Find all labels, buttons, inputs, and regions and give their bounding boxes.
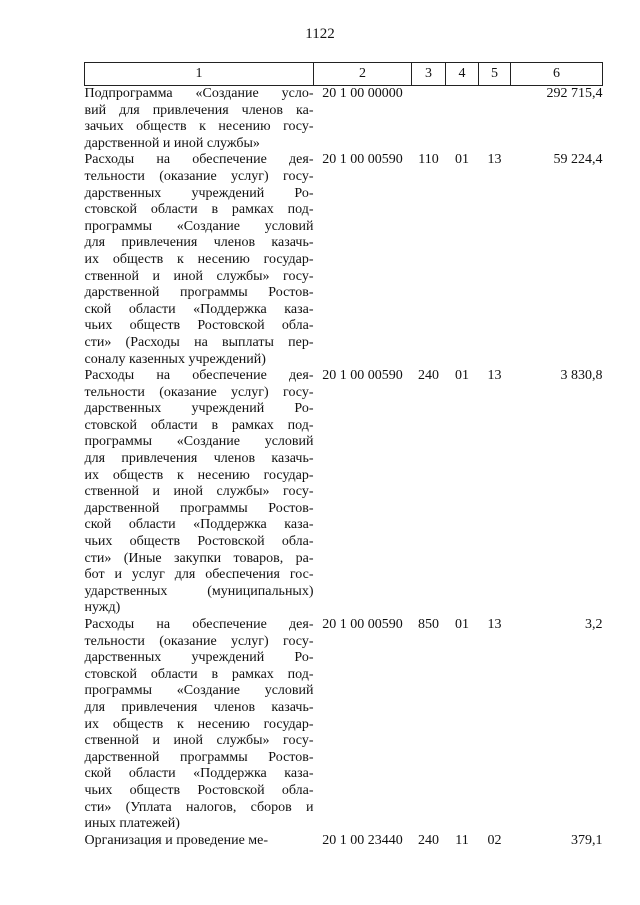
row-rz (446, 86, 479, 153)
table-row (85, 152, 603, 368)
row-name-line: для привлечения членов казачь- (84, 451, 314, 467)
row-name-line: их обществ к несению государ- (84, 467, 314, 483)
row-name-line: их обществ к несению государ- (84, 716, 314, 732)
row-vr (412, 86, 446, 153)
row-name-line: программы «Создание условий (84, 218, 314, 234)
row-name-line: для привлечения членов казачь- (84, 699, 314, 715)
header-col-4: 4 (446, 63, 479, 86)
row-rz: 01 (455, 152, 469, 168)
row-name-line: ской области «Поддержка каза- (84, 301, 314, 317)
row-rz: 01 (455, 617, 469, 632)
row-name-line: ственной и иной службы» госу- (84, 268, 314, 284)
row-vr: 240 (418, 368, 439, 384)
row-name-line: Расходы на обеспечение дея- (84, 152, 314, 168)
row-code: 20 1 00 00590 (322, 617, 403, 632)
row-name-line: дарственной и иной службы» (84, 135, 260, 151)
row-name-line: ской области «Поддержка каза- (84, 517, 314, 533)
row-amount: 59 224,4 (553, 152, 603, 168)
row-name-line: Расходы на обеспечение дея- (84, 617, 314, 632)
row-name-line: дарственных учреждений Ро- (84, 401, 314, 417)
table-row (85, 368, 603, 617)
row-pr: 13 (487, 617, 502, 632)
row-name-line: ской области «Поддержка каза- (84, 766, 314, 782)
row-name-line: Расходы на обеспечение дея- (84, 368, 314, 384)
row-name-line: бот и услуг для обеспечения гос- (84, 567, 314, 583)
row-amount: 3,2 (585, 617, 603, 632)
row-name-line: дарственных учреждений Ро- (84, 650, 314, 666)
row-name-line: стовской области в рамках под- (84, 417, 314, 433)
row-vr: 850 (418, 617, 439, 632)
row-name-line: зачьих обществ к несению госу- (84, 119, 314, 135)
row-name-line: ударственных (муниципальных) (84, 583, 314, 599)
row-name-line: программы «Создание условий (84, 434, 314, 450)
row-name (85, 86, 314, 153)
row-code: 20 1 00 00590 (322, 368, 403, 384)
row-name-line: ственной и иной службы» госу- (84, 484, 314, 500)
row-pr (479, 86, 511, 153)
row-name-line: чьих обществ Ростовской обла- (84, 534, 314, 550)
row-name-line: сти» (Расходы на выплаты пер- (84, 334, 314, 350)
table-row (85, 833, 603, 850)
row-name-line: программы «Создание условий (84, 683, 314, 699)
row-name-line: дарственной программы Ростов- (84, 500, 314, 516)
row-amount: 379,1 (571, 832, 603, 848)
row-name-line: Подпрограмма «Создание усло- (84, 86, 314, 101)
row-vr: 240 (418, 832, 439, 848)
row-name-line: вий для привлечения членов ка- (84, 102, 314, 118)
row-amount: 3 830,8 (560, 368, 603, 384)
row-pr: 13 (487, 152, 502, 168)
table-row (85, 86, 603, 153)
row-name-line: для привлечения членов казачь- (84, 235, 314, 251)
row-name-line: стовской области в рамках под- (84, 202, 314, 218)
row-name-line: тельности (оказание услуг) госу- (84, 168, 314, 184)
row-code: 20 1 00 00590 (322, 152, 403, 168)
row-code: 20 1 00 23440 (322, 832, 403, 848)
header-col-1: 1 (85, 63, 314, 86)
header-col-5: 5 (479, 63, 511, 86)
row-name-line: стовской области в рамках под- (84, 666, 314, 682)
row-code: 20 1 00 00000 (322, 86, 403, 101)
row-name-line: соналу казенных учреждений) (84, 351, 266, 367)
row-name-line: сти» (Иные закупки товаров, ра- (84, 550, 314, 566)
row-name (85, 617, 314, 833)
row-name-line: дарственной программы Ростов- (84, 749, 314, 765)
row-pr: 13 (487, 368, 502, 384)
table-header-row (85, 63, 603, 86)
row-name-line: чьих обществ Ростовской обла- (84, 318, 314, 334)
table-body (85, 86, 603, 850)
row-name-line: ственной и иной службы» госу- (84, 733, 314, 749)
row-name-line: нужд) (84, 600, 121, 616)
page-number: 1122 (305, 26, 335, 42)
row-name-line: Организация и проведение ме- (84, 832, 269, 848)
row-name-line: дарственной программы Ростов- (84, 285, 314, 301)
row-name (85, 368, 314, 617)
row-name-line: дарственных учреждений Ро- (84, 185, 314, 201)
row-name-line: чьих обществ Ростовской обла- (84, 782, 314, 798)
row-name-line: тельности (оказание услуг) госу- (84, 384, 314, 400)
row-name (85, 833, 314, 850)
header-col-2: 2 (314, 63, 412, 86)
row-pr: 02 (487, 832, 502, 848)
table-row (85, 617, 603, 833)
header-col-6: 6 (511, 63, 603, 86)
header-col-3: 3 (412, 63, 446, 86)
row-amount: 292 715,4 (546, 86, 603, 101)
row-name-line: тельности (оказание услуг) госу- (84, 633, 314, 649)
row-rz: 11 (455, 832, 469, 848)
row-name-line: иных платежей) (84, 816, 180, 832)
row-vr: 110 (418, 152, 439, 168)
row-name-line: сти» (Уплата налогов, сборов и (84, 799, 314, 815)
row-name-line: их обществ к несению государ- (84, 251, 314, 267)
row-name (85, 152, 314, 368)
budget-table (84, 62, 603, 849)
row-rz: 01 (455, 368, 469, 384)
